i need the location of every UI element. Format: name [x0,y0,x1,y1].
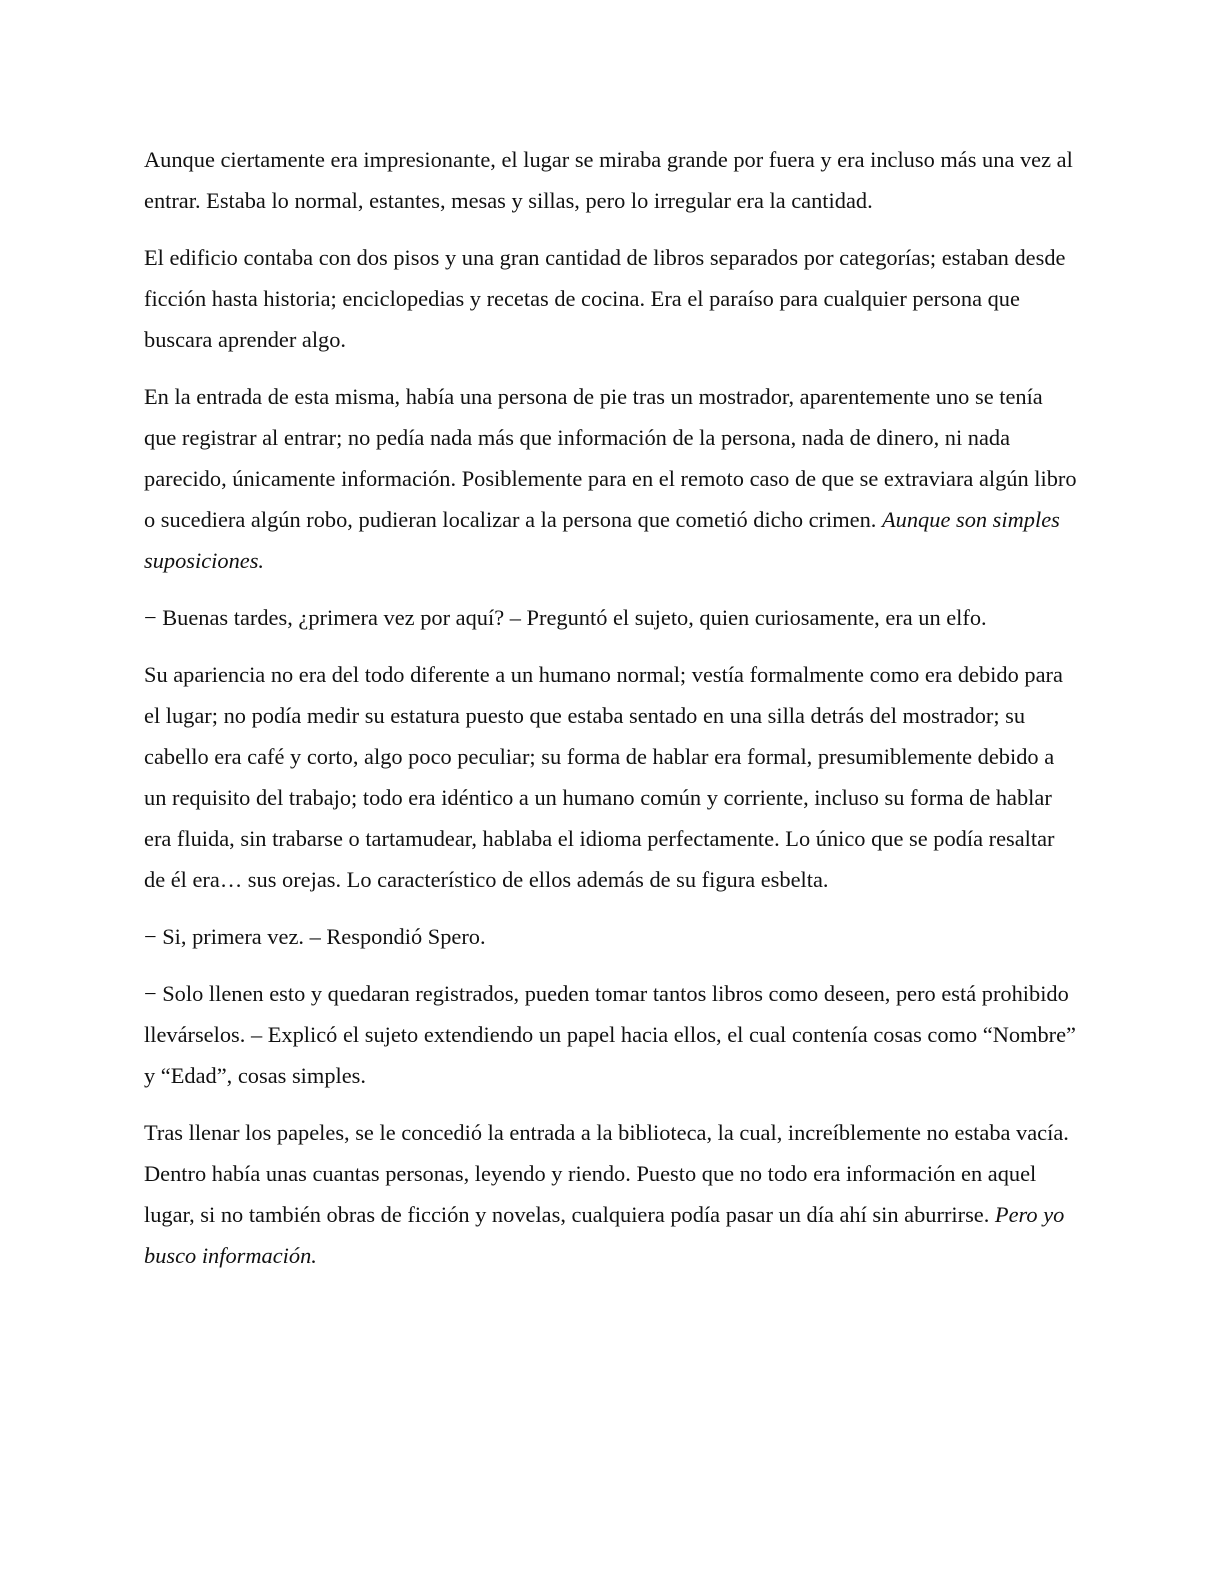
paragraph-2 [144,237,1079,360]
paragraph-5 [144,654,1079,900]
dialogue-line-3 [144,973,1079,1096]
paragraph-text: El edificio contaba con dos pisos y una gran cantidad de libros separados por categorías; estaban desde ficción hasta historia; enciclopedias y recetas de cocina. Era el paraíso para cualquier persona que buscara aprender algo. [144,245,1066,352]
paragraph-text: − Si, primera vez. – Respondió Spero. [144,924,486,949]
paragraph-italic-text: Pero yo busco información. [144,1202,1065,1268]
document-body [144,139,1079,1292]
paragraph-italic-text: Aunque son simples suposiciones. [144,507,1060,573]
paragraph-1 [144,139,1079,221]
paragraph-text: Aunque ciertamente era impresionante, el lugar se miraba grande por fuera y era incluso más una vez al entrar. Estaba lo normal, estantes, mesas y sillas, pero lo irregular era la cantidad. [144,147,1073,213]
paragraph-text: − Buenas tardes, ¿primera vez por aquí? – Preguntó el sujeto, quien curiosamente, era un elfo. [144,605,987,630]
paragraph-3 [144,376,1079,581]
paragraph-8 [144,1112,1079,1276]
paragraph-text: − Solo llenen esto y quedaran registrados, pueden tomar tantos libros como deseen, pero está prohibido llevárselos. – Explicó el sujeto extendiendo un papel hacia ellos, el cual contenía cosas como “Nombre” y “Edad”, cosas simples. [144,981,1076,1088]
dialogue-line-1 [144,597,1079,638]
paragraph-text: En la entrada de esta misma, había una persona de pie tras un mostrador, aparentemente uno se tenía que registrar al entrar; no pedía nada más que información de la persona, nada de dinero, ni nada parecido, únicamente información. Posiblemente para en el remoto caso de que se extraviara algún libro o sucediera algún robo, pudieran localizar a la persona que cometió dicho crimen. [144,384,1077,532]
paragraph-text: Tras llenar los papeles, se le concedió la entrada a la biblioteca, la cual, increíblemente no estaba vacía. Dentro había unas cuantas personas, leyendo y riendo. Puesto que no todo era información en aquel lugar, si no también obras de ficción y novelas, cualquiera podía pasar un día ahí sin aburrirse. [144,1120,1069,1227]
dialogue-line-2 [144,916,1079,957]
paragraph-text: Su apariencia no era del todo diferente a un humano normal; vestía formalmente como era debido para el lugar; no podía medir su estatura puesto que estaba sentado en una silla detrás del mostrador; su cabello era café y corto, algo poco peculiar; su forma de hablar era formal, presumiblemente debido a un requisito del trabajo; todo era idéntico a un humano común y corriente, incluso su forma de hablar era fluida, sin trabarse o tartamudear, hablaba el idioma perfectamente. Lo único que se podía resaltar de él era… sus orejas. Lo característico de ellos además de su figura esbelta. [144,662,1063,892]
